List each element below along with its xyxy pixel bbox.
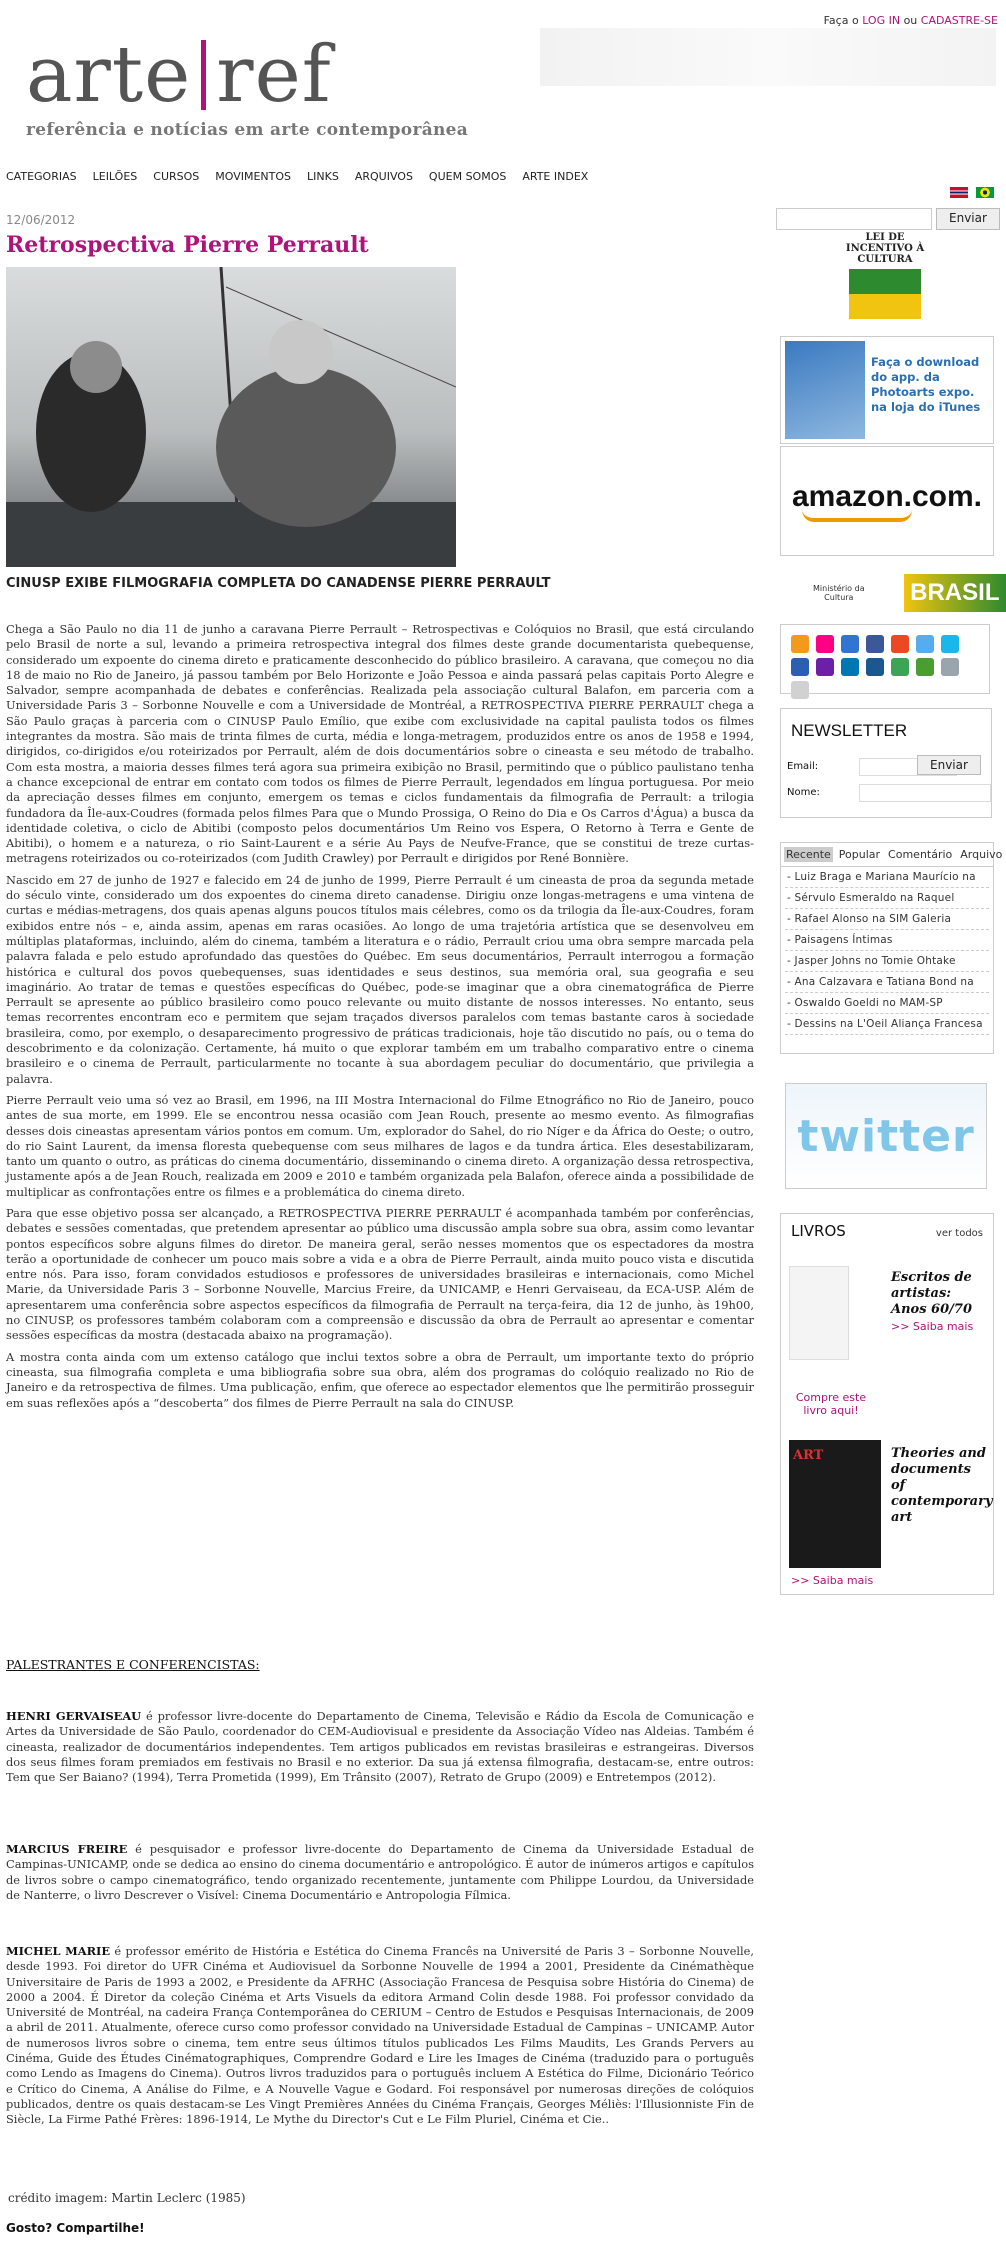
list-item[interactable]: - Paisagens Íntimas [785,930,989,951]
bio-text: é pesquisador e professor livre-docente do Departamento de Cinema da Universidade Estadual de Campinas-UNICAMP, onde se dedica ao ensino do cinema documentário e antropológico. É autor de inúmeros artigos e capítulos de livros sobre o campo cinematográfico, tendo organizado recentemente, juntamente com Philippe Lourdou, da Universidade de Nanterre, o livro Descrever o Visível: Cinema Documentário e Antropologia Fílmica. [6,1842,754,1902]
technorati-icon[interactable] [916,658,934,676]
logo-left: arte [26,30,192,120]
facebook-icon[interactable] [866,635,884,653]
nav-cursos[interactable]: CURSOS [153,170,200,183]
amazon-logo: amazon.com. [791,480,983,513]
bio-text: é professor emérito de História e Estética do Cinema Francês na Université de Paris 3 – Sorbonne Nouvelle, desde 1993. Foi diretor do UFR Cinéma et Audiovisuel da Sorbonne Nouvelle de 1994 a 2001, Presidente da Cinémathèque Universitaire de Paris de 1993 a 2002, e Presidente da AFRHC (Associação Francesa de Pesquisa sobre História do Cinema) de 2000 a 2004. É Diretor da coleção Cinéma et Arts Visuels da editora Armand Colin desde 1988. Foi professor convidado da Université de Montréal, na cadeira França Contemporânea do CERIUM – Centro de Estudos e Pesquisas Internacionais, de 2009 a abril de 2011. Atualmente, oferece curso como professor convidado na Universidade Estadual de Campinas – UNICAMP. Autor de numerosos livros sobre o cinema, tem entre seus últimos títulos publicados Les Films Maudits, Les Grands Pervers au Cinéma, Guide des Études Cinématographiques, Comprendre Godard e Lire les Images de Cinéma (traduzido para o português como Lendo as Imagens do Cinema). Outros livros traduzidos para o português incluem A Estética do Filme, Dicionário Teórico e Crítico do Cinema, A Análise do Filme, e A Nouvelle Vague e Godard. Foi responsável por numerosas direções de colóquios publicados, dentre os quais destacam-se Les Vingt Premières Années du Cinéma Français, Georges Méliès: l'Illusionniste Fin de Siècle, La Firme Pathé Frères: 1896-1914, Le Mythe du Director's Cut e Le Film Pluriel, Cinéma et Cie.. [6,1944,754,2127]
book2-title[interactable]: Theories and documents of contemporary art [891,1446,993,1525]
language-flags [950,187,994,198]
bio-michel [6,1944,754,2128]
photoarts-ad[interactable] [780,336,994,444]
logo-right: ref [216,30,332,120]
site-logo[interactable] [26,30,469,140]
tab-arquivo[interactable]: Arquivo [960,848,1003,861]
uk-flag-icon[interactable] [950,187,968,198]
myspace-icon[interactable] [791,658,809,676]
book1-more-link[interactable]: >> Saiba mais [891,1320,974,1333]
logo-divider [201,40,206,110]
nav-arquivos[interactable]: ARQUIVOS [354,170,413,183]
brazil-flag-icon[interactable] [976,187,994,198]
search-input[interactable] [776,208,932,230]
lei-incentivo-logo[interactable] [845,232,925,322]
email-icon[interactable] [941,658,959,676]
ad-text: Faça o download do app. da Photoarts expo. na loja do iTunes [871,355,981,414]
book2-more-link[interactable]: >> Saiba mais [791,1574,874,1587]
book1-title[interactable]: Escritos de artistas: Anos 60/70 [891,1270,972,1317]
book2-cover[interactable] [789,1440,881,1568]
paragraph: Chega a São Paulo no dia 11 de junho a caravana Pierre Perrault – Retrospectivas e Colóquios no Brasil, que está circulando pelo Brasil de norte a sul, levando a primeira retrospectiva integral dos filmes deste grande documentarista quebequense, considerado um expoente do cinema direto e praticamente desconhecido do público brasileiro. A caravana, que começou no dia 18 de maio no Rio de Janeiro, já passou também por Belo Horizonte e João Pessoa e ainda passará pelas capitais Porto Alegre e Salvador, sempre acompanhada de debates e conferências. Realizada pela associação cultural Balafon, em parceria com a Universidade Paris 3 – Sorbonne Nouvelle e com a Universidade de Montréal, a RETROSPECTIVA PIERRE PERRAULT chega a São Paulo graças à parceria com o CINUSP Paulo Emílio, que exibe com exclusividade na capital paulista todos os filmes integrantes da mostra. São mais de trinta filmes de curta, média e longa-metragem, produzidos entre os anos de 1958 e 1994, dirigidos, co-dirigidos e/ou roteirizados por Perrault, além de dois documentários sobre o cineasta e seu método de trabalho. Com esta mostra, a maioria desses filmes terá agora sua primeira exibição no Brasil, permitindo que o público paulistano tenha a chance excepcional de entrar em contato com todos os filmes de Pierre Perrault, legendados em língua portuguesa. Por meio da apreciação desses filmes em conjunto, emergem os temas e ciclos fundamentais da filmografia de Perrault: a trilogia fundadora da Île-aux-Coudres (formada pelos filmes Para que o Mundo Prossiga, O Reino do Dia e Os Carros d'Água) a busca da identidade coletiva, o ciclo de Abitibi (composto pelos documentários Um Reino vos Espera, O Retorno à Terra e Gente de Abitibi), o homem e a natureza, o rio Saint-Laurent e a série Au Pays de Neufve-France, que se constitui de treze curtas-metragens roteirizados ou co-roteirizados (com Judith Crawley) por Perrault e dirigidos por René Bonnière. [6,622,754,866]
stumbleupon-icon[interactable] [891,635,909,653]
digg-icon[interactable] [866,658,884,676]
bio-name: HENRI GERVAISEAU [6,1709,142,1723]
delicious-icon[interactable] [841,635,859,653]
list-item[interactable]: - Sérvulo Esmeraldo na Raquel [785,888,989,909]
paragraph: Pierre Perrault veio uma só vez ao Brasil, em 1996, na III Mostra Internacional do Filme Etnográfico no Rio de Janeiro, pouco antes de sua morte, em 1999. Ele se encontrou nessa ocasião com Jean Rouch, presente ao mesmo evento. As filmografias desses dois cineastas apresentam vários pontos em comum. Um, explorador do Sahel, do rio Níger e da África do Oeste; o outro, do rio Saint Laurent, da imensa floresta quebequense com seus milhares de lagos e da tundra ártica. Eles desestabilizaram, tanto um quanto o outro, as práticas do cinema documentário, disseminando o cinema direto. A organização dessa retrospectiva, justamente após a de Jean Rouch, realizada em 2009 e 2010 e também organizada pela Balafon, oferece ainda a possibilidade de multiplicar as confrontações entre os filmes e a problemática do cinema direto. [6,1092,754,1199]
nav-movimentos[interactable]: MOVIMENTOS [215,170,292,183]
flickr-icon[interactable] [816,635,834,653]
tab-popular[interactable]: Popular [838,848,881,861]
amazon-ad[interactable] [780,446,994,556]
login-bar [824,14,998,27]
social-icons [780,624,990,694]
search-button[interactable]: Enviar [936,208,1000,230]
paragraph: A mostra conta ainda com um extenso catálogo que inclui textos sobre a obra de Perrault, um importante texto do próprio cineasta, sua filmografia completa e uma bibliografia sobre sua obra, além dos programas do colóquio realizado no Rio de Janeiro e da retrospectiva de filmes. Uma publicação, enfim, que oferece ao espectador elementos que lhe permitirão prosseguir em suas reflexões após a “descoberta” dos filmes de Pierre Perrault na sala do CINUSP. [6,1349,754,1410]
list-item[interactable]: - Rafael Alonso na SIM Galeria [785,909,989,930]
lei-text: LEI DE INCENTIVO À CULTURA [845,232,925,265]
post-subheading: CINUSP EXIBE FILMOGRAFIA COMPLETA DO CANADENSE PIERRE PERRAULT [6,576,551,591]
newsletter-title: NEWSLETTER [791,721,908,740]
yahoo-icon[interactable] [816,658,834,676]
posts-tabs [781,843,1003,867]
government-logos [800,574,1006,612]
books-widget [780,1213,994,1595]
bio-name: MICHEL MARIE [6,1944,111,1958]
newsletter-box [780,708,992,818]
register-link[interactable]: CADASTRE-SE [920,14,998,27]
see-all-link[interactable]: ver todos [935,1228,983,1239]
email-label: Email: [787,761,819,772]
bio-marcius [6,1842,754,1903]
book1-cover[interactable] [789,1266,849,1360]
books-title: LIVROS [791,1222,846,1240]
paragraph: Nascido em 27 de junho de 1927 e falecido em 24 de junho de 1999, Pierre Perrault é um cineasta de proa da segunda metade do século vinte, considerado um dos expoentes do cinema direto canadense. Dirigiu onze longas-metragens e uma vintena de curtas e médias-metragens, dos quais apenas alguns poucos títulos mais célebres, como os da trilogia da Île-aux-Coudres, foram exibidos entre nós – e, ainda assim, apenas em raras ocasiões. Ao longo de uma trajetória artística que se desenvolveu em múltiplas plataformas, incluindo, além do cinema, também a literatura e o rádio, Perrault criou uma obra sempre marcada pela palavra falada e pelo estudo aprofundado das questões do Québec. Em seus documentários, Perrault interrogou a formação histórica e cultural dos povos quebequenses, suas identidades e seus destinos, sua memória oral, sua geografia e seu imaginário. Ao tratar de temas e questões específicas do Québec, pode-se imaginar que a obra cinematográfica de Pierre Perrault se apresente ao público brasileiro como pouco relevante ou muito distante de nossos interesses. No entanto, seus temas recorrentes encontram eco e permitem que sejam traçados diversos paralelos com temas bastante caros à sociedade brasileira, como, por exemplo, o desaparecimento progressivo de práticas tradicionais, hoje tão discutido no país, ou o tema do descobrimento e da colonização. Certamente, há muito o que explorar também em um trabalho comparativo entre o cinema brasileiro e o cinema de Perrault, particularmente no tocante à sua abordagem peculiar do documentário, que privilegia a palavra. [6,872,754,1086]
share-icon[interactable] [791,681,809,699]
nav-links[interactable]: LINKS [307,170,339,183]
share-label: Gosto? Compartilhe! [6,2221,145,2235]
bio-henri [6,1709,754,1785]
list-item[interactable]: - Luiz Braga e Mariana Maurício na [785,867,989,888]
buy-book-link[interactable]: Compre este livro aqui! [795,1391,867,1417]
login-prefix: Faça o [823,14,859,27]
list-item[interactable]: - Jasper Johns no Tomie Ohtake [785,951,989,972]
book2-cover-art: ART [793,1448,824,1463]
speakers-heading: PALESTRANTES E CONFERENCISTAS: [6,1657,260,1672]
lei-graphic [849,269,921,319]
login-link[interactable]: LOG IN [862,14,901,27]
ad-image [785,341,865,439]
posts-widget [780,842,1003,1054]
newsletter-submit-button[interactable]: Enviar [917,755,981,775]
netvibes-icon[interactable] [891,658,909,676]
twitter-logo: twitter [797,1110,975,1162]
paragraph: Para que esse objetivo possa ser alcançado, a RETROSPECTIVA PIERRE PERRAULT é acompanhada também por conferências, debates e sessões comentadas, que pretendem apresentar ao público uma discussão ampla sobre sua obra, assim como levantar pontos específicos sobre alguns filmes do diretor. De maneira geral, serão nesses momentos que os espectadores da mostra terão a oportunidade de conhecer um pouco mais sobre a vida e a obra de Pierre Perrault, ainda muito pouco vista e discutida entre nós. Para isso, foram convidados estudiosos e professores de universidades brasileiras e internacionais, como Michel Marie, da Universidade Paris 3 – Sorbonne Nouvelle, Marcius Freire, da UNICAMP, e Henri Gervaiseau, da ECA-USP. Além de apresentarem uma conferência sobre aspectos específicos da filmografia de Perrault na terça-feira, dia 12 de junho, às 19h00, no CINUSP, os professores também colaboram com a compreensão e discussão da obra de Perrault ao apresentar e comentar sessões específicas da mostra (destacada abaixo na programação). [6,1205,754,1343]
name-label: Nome: [787,787,820,798]
list-item[interactable]: - Ana Calzavara e Tatiana Bond na [785,972,989,993]
list-item[interactable]: - Dessins na L'Oeil Aliança Francesa [785,1014,989,1035]
post-date: 12/06/2012 [6,213,76,227]
header-banner [540,28,996,86]
tab-comentario[interactable]: Comentário [888,848,953,861]
nav-arte-index[interactable]: ARTE INDEX [522,170,589,183]
linkedin-icon[interactable] [841,658,859,676]
bio-text: é professor livre-docente do Departamento de Cinema, Televisão e Rádio da Escola de Comunicação e Artes da Universidade de São Paulo, coordenador do CEM-Audiovisual e presidente da Associação Vídeo nas Aldeias. Também é cineasta, realizador de documentários independentes. Tem artigos publicados em revistas brasileiras e estrangeiras. Diversos dos seus filmes foram premiados em festivais no Brasil e no exterior. Da sua já extensa filmografia, destacam-se, entre outros: Tem que Ser Baiano? (1994), Terra Prometida (1999), Em Trânsito (2007), Retrato de Grupo (2009) e Entretempos (2012). [6,1709,754,1785]
tab-recente[interactable]: Recente [786,848,831,861]
bio-name: MARCIUS FREIRE [6,1842,128,1856]
recent-list [781,867,993,1035]
nav-quem-somos[interactable]: QUEM SOMOS [428,170,507,183]
brasil-logo: BRASIL [904,574,1006,612]
nav-leiloes[interactable]: LEILÕES [92,170,138,183]
newsletter-name-input[interactable] [859,784,991,802]
logo-tagline: referência e notícias em arte contemporânea [26,120,469,140]
main-nav [6,170,588,183]
vimeo-icon[interactable] [941,635,959,653]
post-title[interactable]: Retrospectiva Pierre Perrault [6,232,369,258]
login-or: ou [903,14,918,27]
list-item[interactable]: - Oswaldo Goeldi no MAM-SP [785,993,989,1014]
rss-icon[interactable] [791,635,809,653]
nav-categorias[interactable]: CATEGORIAS [6,170,77,183]
post-body [6,622,754,1417]
twitter-badge[interactable] [785,1083,987,1189]
image-credit: crédito imagem: Martin Leclerc (1985) [8,2191,246,2205]
post-photo [6,267,456,567]
search-form [776,208,1000,230]
twitter-icon[interactable] [916,635,934,653]
ministerio-logo: Ministério da Cultura [813,584,865,602]
